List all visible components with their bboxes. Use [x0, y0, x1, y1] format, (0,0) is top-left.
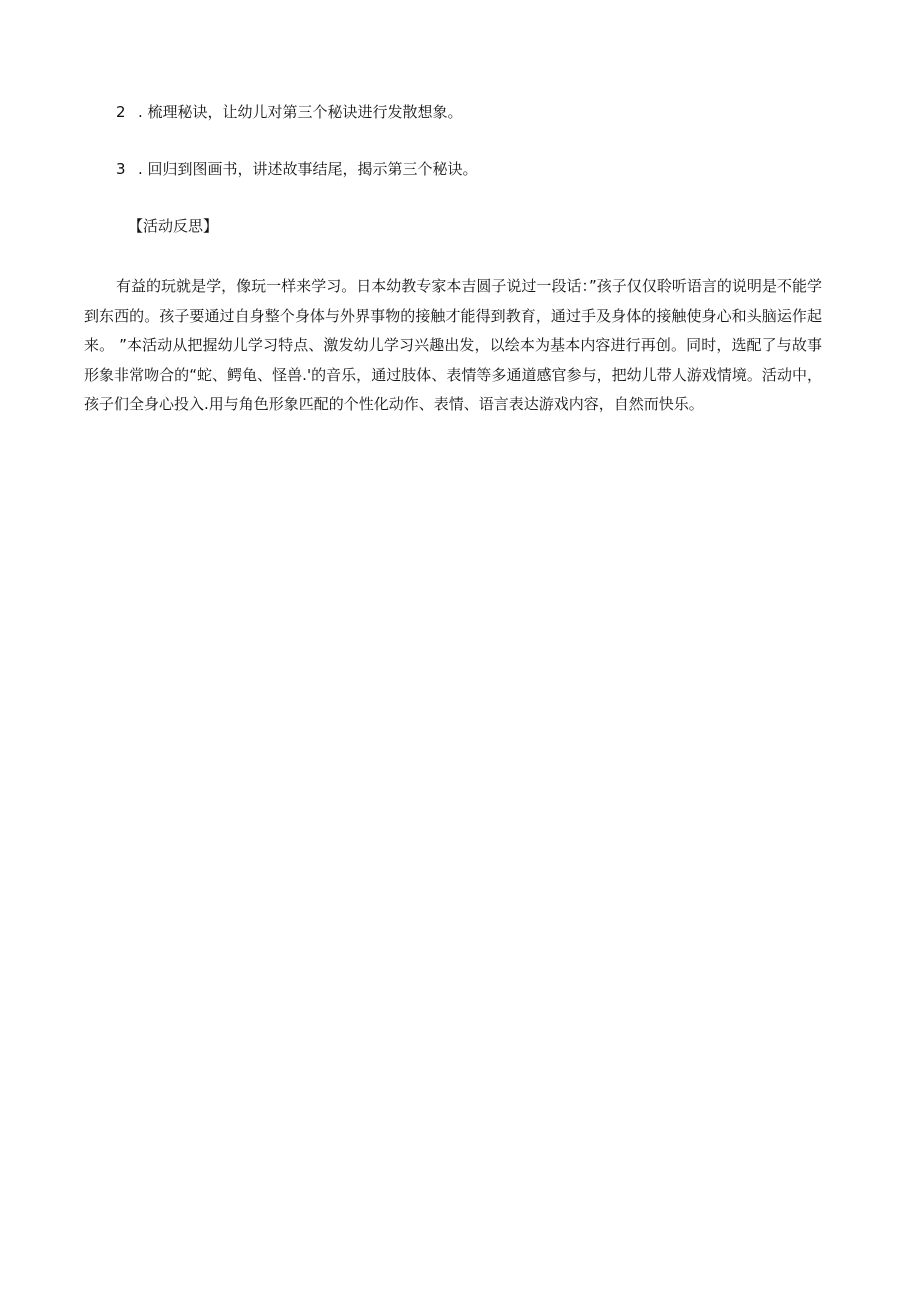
- step-number: 2: [116, 103, 126, 121]
- reflection-paragraph: 有益的玩就是学，像玩一样来学习。日本幼教专家本吉圆子说过一段话：”孩子仅仅聆听语言的说明是不能学到东西的。孩子要通过自身整个身体与外界事物的接触才能得到教育，通过手及身体的接触使身心和头脑运作起来。 ”本活动从把握幼儿学习特点、激发幼儿学习兴趣出发，以绘本为基本内容进行再创。同时，选配了与故事形象非常吻合的“蛇、鳄龟、怪兽.'的音乐，通过肢体、表情等多通道感官参与，把幼儿带人游戏情境。活动中，孩子们全身心投入.用与角色形象匹配的个性化动作、表情、语言表达游戏内容，自然而快乐。: [84, 277, 822, 413]
- step-text: . 回归到图画书，讲述故事结尾，揭示第三个秘诀。: [138, 160, 478, 178]
- section-heading-reflection: 【活动反思】: [128, 217, 219, 235]
- step-item-2: [116, 102, 463, 122]
- step-item-3: [116, 159, 478, 179]
- step-number: 3: [116, 160, 126, 178]
- step-text: . 梳理秘诀，让幼儿对第三个秘诀进行发散想象。: [138, 103, 463, 121]
